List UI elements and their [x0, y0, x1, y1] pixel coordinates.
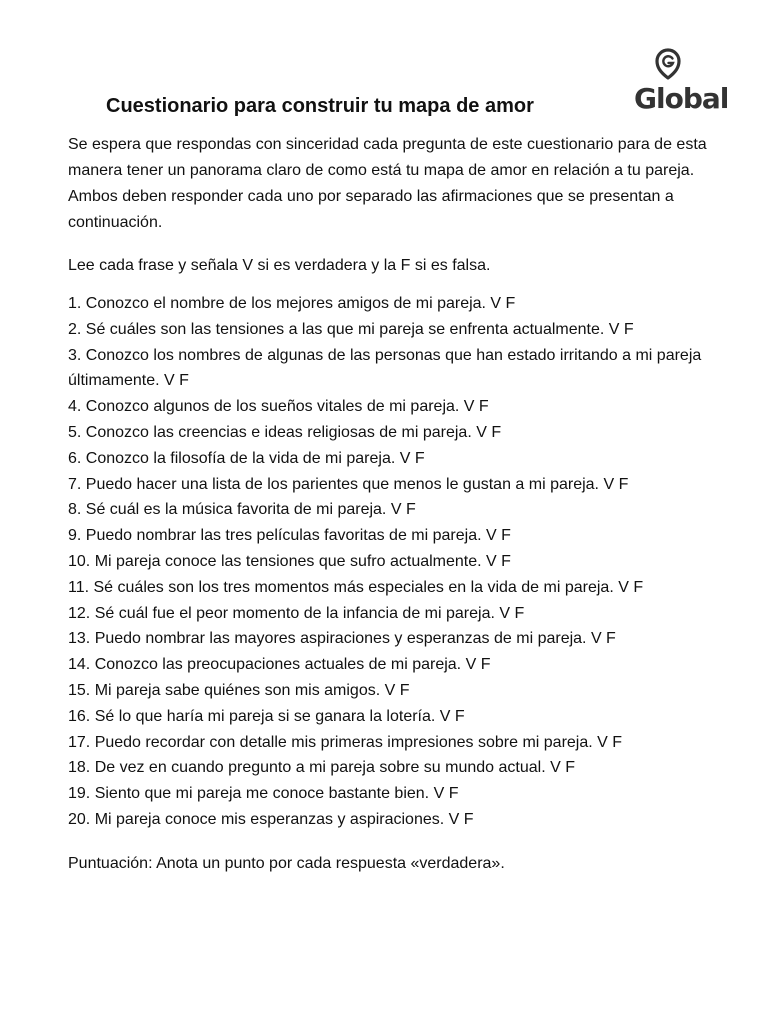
question-item: 6. Conozco la filosofía de la vida de mi pareja. V F: [68, 449, 425, 467]
question-item: 4. Conozco algunos de los sueños vitales de mi pareja. V F: [68, 398, 489, 416]
question-item: 8. Sé cuál es la música favorita de mi pareja. V F: [68, 501, 416, 519]
question-item: 13. Puedo nombrar las mayores aspiraciones y esperanzas de mi pareja. V F: [68, 630, 616, 648]
location-pin-g-icon: [630, 48, 730, 114]
question-list: [68, 291, 728, 833]
question-item: 3. Conozco los nombres de algunas de las personas que han estado irritando a mi pareja últimamente. V F: [68, 346, 702, 390]
intro-paragraph: Se espera que respondas con sinceridad cada pregunta de este cuestionario para de esta manera tener un panorama claro de como está tu mapa de amor en relación a tu pareja. Ambos deben responder cada uno por separado las afirmaciones que se presentan a continuación.: [68, 136, 707, 231]
question-item: 16. Sé lo que haría mi pareja si se ganara la lotería. V F: [68, 707, 465, 725]
question-item: 14. Conozco las preocupaciones actuales de mi pareja. V F: [68, 656, 491, 674]
logo-text: Global: [634, 82, 729, 114]
scoring-note: Puntuación: Anota un punto por cada respuesta «verdadera».: [68, 855, 505, 872]
global-logo: [630, 48, 730, 114]
question-item: 15. Mi pareja sabe quiénes son mis amigos. V F: [68, 681, 410, 699]
question-item: 11. Sé cuáles son los tres momentos más especiales en la vida de mi pareja. V F: [68, 578, 644, 596]
question-item: 5. Conozco las creencias e ideas religiosas de mi pareja. V F: [68, 423, 502, 441]
question-item: 18. De vez en cuando pregunto a mi pareja sobre su mundo actual. V F: [68, 759, 575, 777]
question-item: 7. Puedo hacer una lista de los parientes que menos le gustan a mi pareja. V F: [68, 475, 629, 493]
question-item: 12. Sé cuál fue el peor momento de la infancia de mi pareja. V F: [68, 604, 525, 622]
question-item: 19. Siento que mi pareja me conoce bastante bien. V F: [68, 785, 459, 803]
question-item: 10. Mi pareja conoce las tensiones que sufro actualmente. V F: [68, 552, 511, 570]
question-item: 2. Sé cuáles son las tensiones a las que mi pareja se enfrenta actualmente. V F: [68, 320, 634, 338]
document-title: Cuestionario para construir tu mapa de amor: [106, 95, 534, 117]
instruction-text: Lee cada frase y señala V si es verdadera y la F si es falsa.: [68, 257, 491, 274]
question-item: 9. Puedo nombrar las tres películas favoritas de mi pareja. V F: [68, 527, 511, 545]
question-item: 1. Conozco el nombre de los mejores amigos de mi pareja. V F: [68, 295, 516, 312]
question-item: 20. Mi pareja conoce mis esperanzas y aspiraciones. V F: [68, 810, 474, 828]
question-item: 17. Puedo recordar con detalle mis primeras impresiones sobre mi pareja. V F: [68, 733, 623, 751]
